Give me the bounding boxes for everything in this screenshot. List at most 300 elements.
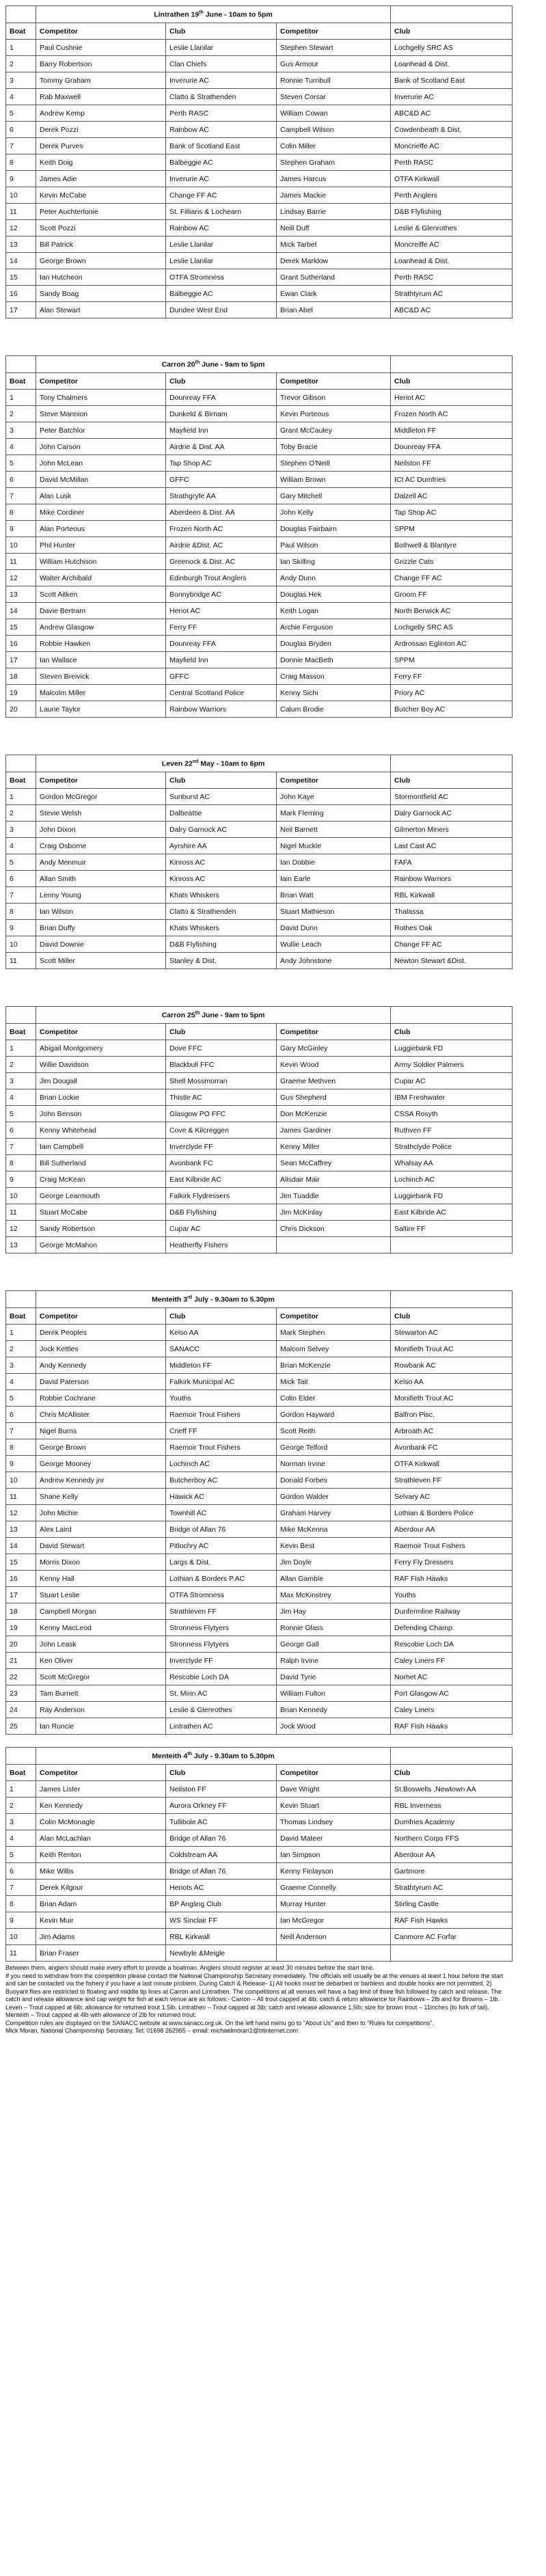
club-2: Youths [391, 1587, 513, 1603]
match-title: Lintrathen 19th June - 10am to 5pm [36, 6, 391, 23]
club-1: D&B Flyfishing [166, 1204, 277, 1221]
competitor-1: Craig Osborne [36, 838, 166, 854]
club-2: Neilston FF [391, 455, 513, 472]
club-2: D&B Flyfishing [391, 204, 513, 220]
club-1: Central Scotland Police [166, 685, 277, 701]
competitor-1: Steven Breivick [36, 668, 166, 685]
col-club: Club [166, 1308, 277, 1325]
competitor-2: Ralph Irvine [277, 1653, 391, 1669]
competitor-1: Barry Robertson [36, 56, 166, 72]
club-2: Luggiebank FD [391, 1040, 513, 1057]
table-row [6, 1587, 513, 1603]
club-2: Loanhead & Dist. [391, 56, 513, 72]
competitor-1: Gordon McGregor [36, 789, 166, 805]
club-2: Norhet AC [391, 1669, 513, 1685]
table-row [6, 537, 513, 554]
table-row [6, 455, 513, 472]
club-2: Whalsay AA [391, 1155, 513, 1171]
competitor-2: Alisdair Mair [277, 1171, 391, 1188]
boat-number: 25 [6, 1718, 36, 1735]
club-2: Bank of Scotland East [391, 72, 513, 89]
club-2: Change FF AC [391, 570, 513, 586]
club-1: Avonbank FC [166, 1155, 277, 1171]
competitor-1: Brian Lockie [36, 1089, 166, 1106]
club-2: Port Glasgow AC [391, 1685, 513, 1702]
club-1: Balbeggie AC [166, 286, 277, 302]
club-1: Middleton FF [166, 1357, 277, 1374]
table-row [6, 1814, 513, 1830]
boat-number: 11 [6, 1204, 36, 1221]
table-row [6, 1896, 513, 1912]
club-1: Khats Whiskers [166, 887, 277, 904]
club-1: Blackbull FFC [166, 1057, 277, 1073]
competitor-1: Abigail Montgomery [36, 1040, 166, 1057]
club-1: Kinross AC [166, 854, 277, 871]
competitor-2: Trevor Gibson [277, 390, 391, 406]
competitor-2: Mike McKenna [277, 1521, 391, 1538]
club-1: Aberdeen & Dist. AA [166, 504, 277, 521]
club-1: Bonnybridge AC [166, 586, 277, 603]
competitor-1: Jim Adams [36, 1929, 166, 1945]
competitor-2: Brian Watt [277, 887, 391, 904]
col-competitor: Competitor [277, 772, 391, 789]
competitor-1: John Leask [36, 1636, 166, 1653]
col-club: Club [391, 23, 513, 40]
club-2: Strathclyde Police [391, 1139, 513, 1155]
club-2: Monifieth Trout AC [391, 1390, 513, 1407]
boat-number: 5 [6, 854, 36, 871]
club-2: Grizzle Cats [391, 554, 513, 570]
club-1: St. Mirin AC [166, 1685, 277, 1702]
competitor-2: Andy Dunn [277, 570, 391, 586]
competitor-1: Stevie Welsh [36, 805, 166, 822]
club-1: Dalbeattie [166, 805, 277, 822]
competitor-1: Kenny Hall [36, 1571, 166, 1587]
competitor-1: Campbell Morgan [36, 1603, 166, 1620]
boat-number: 9 [6, 1912, 36, 1929]
col-competitor: Competitor [277, 1308, 391, 1325]
boat-number: 8 [6, 154, 36, 171]
match-time: 9am to 5pm [225, 360, 265, 369]
competitor-2: Graeme Methven [277, 1073, 391, 1089]
col-club: Club [391, 772, 513, 789]
col-competitor: Competitor [277, 1765, 391, 1781]
club-2: Arbroath AC [391, 1423, 513, 1439]
match-time: 9.30am to 5.30pm [215, 1752, 275, 1761]
day-suffix: th [195, 360, 200, 365]
table-row [6, 668, 513, 685]
competitor-2: Stuart Mathieson [277, 904, 391, 920]
competitor-2: Brian McKenzie [277, 1357, 391, 1374]
club-2: Lochgelly SRC AS [391, 619, 513, 636]
boat-number: 12 [6, 570, 36, 586]
boat-number: 6 [6, 871, 36, 887]
competitor-1: John McLean [36, 455, 166, 472]
competitor-2: Malcom Selvey [277, 1341, 391, 1357]
col-competitor: Competitor [277, 1024, 391, 1040]
competitor-2: Kenny Sichi [277, 685, 391, 701]
table-row [6, 1521, 513, 1538]
competitor-1: Shane Kelly [36, 1489, 166, 1505]
col-club: Club [166, 23, 277, 40]
club-2: Newton Stewart &Dist. [391, 953, 513, 969]
competitor-1: Bill Patrick [36, 236, 166, 253]
competitor-2: Gary Mitchell [277, 488, 391, 504]
club-1: Stronness Flytyers [166, 1620, 277, 1636]
boat-number: 1 [6, 1325, 36, 1341]
competitor-1: David Downie [36, 936, 166, 953]
club-2: Rescobie Loch DA [391, 1636, 513, 1653]
table-row [6, 1538, 513, 1554]
table-row [6, 488, 513, 504]
table-row [6, 1489, 513, 1505]
table-row [6, 122, 513, 138]
competitor-1: Peter Auchterlonie [36, 204, 166, 220]
competitor-2: Kenny Miller [277, 1139, 391, 1155]
col-competitor: Competitor [36, 1024, 166, 1040]
club-2: FAFA [391, 854, 513, 871]
table-row [6, 920, 513, 936]
competitor-2: Kenny Finlayson [277, 1863, 391, 1880]
club-2: Lochgelly SRC AS [391, 40, 513, 56]
boat-number: 1 [6, 1040, 36, 1057]
boat-number: 13 [6, 1521, 36, 1538]
col-competitor: Competitor [36, 373, 166, 390]
club-2: Selvary AC [391, 1489, 513, 1505]
club-1: Strathleven FF [166, 1603, 277, 1620]
competitor-1: Scott Pozzi [36, 220, 166, 236]
match-block [5, 1290, 512, 1735]
club-2: ABC&D AC [391, 302, 513, 318]
club-1: East Kilbride AC [166, 1171, 277, 1188]
club-1: Leslie Llanilar [166, 40, 277, 56]
table-row [6, 1912, 513, 1929]
club-1: Dunkeld & Birnam [166, 406, 277, 422]
club-1: Youths [166, 1390, 277, 1407]
col-competitor: Competitor [277, 373, 391, 390]
table-row [6, 1073, 513, 1089]
club-2: Gilmerton Miners [391, 822, 513, 838]
club-1: Lintrathen AC [166, 1718, 277, 1735]
club-2: North Berwick AC [391, 603, 513, 619]
competitor-2: Iain Earle [277, 871, 391, 887]
table-row [6, 904, 513, 920]
club-2: Rothes Oak [391, 920, 513, 936]
boat-number: 9 [6, 1456, 36, 1472]
club-1: Cupar AC [166, 1221, 277, 1237]
match-month: July [193, 1752, 208, 1761]
boat-number: 1 [6, 40, 36, 56]
competitor-1: Bill Sutherland [36, 1155, 166, 1171]
table-row [6, 1204, 513, 1221]
club-1: OTFA Stromness [166, 269, 277, 286]
competitor-1: Stuart McCabe [36, 1204, 166, 1221]
club-2: RBL Inverness [391, 1798, 513, 1814]
club-1: Lothian & Borders P.AC [166, 1571, 277, 1587]
table-row [6, 56, 513, 72]
competitor-2: Jim McKinlay [277, 1204, 391, 1221]
competitor-1: Jock Kettles [36, 1341, 166, 1357]
column-header-row [6, 772, 513, 789]
note-line: If you need to withdraw from the competition please contact the National Championship Secretary immediately. The officials will usually be at the venues at least 1 hour before the start and can be contacted via the fishery if you have a last minute problem. During Catch & Release- 1) All hooks must be debarbed or barbless and double hooks are not permitted. 2) Buoyant flies are restricted to floating and middle tip lines at Carron and Lintrathen. The competitions at all venues will have a bag limit of three fish followed by catch and release. The catch and release allowance and cap weight for fish at each venue are as follows:- Carron – All trout capped at 4lb; catch & return allowance for Rainbows – 2lb and for Browns – 1lb. Leven – Trout capped at 6lb; allowance for returned trout 1.5lb. Lintrathen – Trout capped at 3lb; catch and release allowance 1.5lb; size for brown trout – 11inches (to fork of tail). Menteith – Trout capped at 4lb with allowance of 2lb for returned trout. [5, 1972, 504, 2018]
table-row [6, 504, 513, 521]
table-row [6, 187, 513, 204]
competitor-2: Gus Armour [277, 56, 391, 72]
table-row [6, 171, 513, 187]
day-suffix: th [195, 1010, 200, 1016]
competitor-1: James Lister [36, 1781, 166, 1798]
competitor-2: Don McKenzie [277, 1106, 391, 1122]
competitor-2: Jim Doyle [277, 1554, 391, 1571]
table-row [6, 1155, 513, 1171]
table-row [6, 1439, 513, 1456]
boat-number: 12 [6, 1221, 36, 1237]
boat-number: 2 [6, 805, 36, 822]
club-1: Heatherfly Fishers [166, 1237, 277, 1253]
club-2: Raemoir Trout Fishers [391, 1538, 513, 1554]
club-2: SPPM [391, 652, 513, 668]
match-header-row [6, 6, 513, 23]
club-1: Airdrie & Dist. AA [166, 439, 277, 455]
competitor-1: Derek Kilgour [36, 1880, 166, 1896]
match-block [5, 1747, 512, 1962]
club-2: Butcher Boy AC [391, 701, 513, 718]
club-2: Stewarton AC [391, 1325, 513, 1341]
competitor-1: Iain Campbell [36, 1139, 166, 1155]
competitor-2: John Kaye [277, 789, 391, 805]
club-1: Falkirk Municipal AC [166, 1374, 277, 1390]
club-1: Neilston FF [166, 1781, 277, 1798]
column-header-row [6, 1765, 513, 1781]
club-2: Aberdour AA [391, 1847, 513, 1863]
boat-number: 5 [6, 455, 36, 472]
boat-number: 15 [6, 269, 36, 286]
club-1: D&B Flyfishing [166, 936, 277, 953]
match-title: Menteith 4th July - 9.30am to 5.30pm [36, 1748, 391, 1765]
competitor-2: Neil Barnett [277, 822, 391, 838]
club-2: Change FF AC [391, 936, 513, 953]
table-row [6, 1505, 513, 1521]
competitor-1: Derek Pozzi [36, 122, 166, 138]
boat-number: 19 [6, 685, 36, 701]
competitor-2: Donald Forbes [277, 1472, 391, 1489]
competitor-1: Jim Dougall [36, 1073, 166, 1089]
note-line: Competition rules are displayed on the SANACC website at www.sanacc.org.uk. On the left hand menu go to "About Us" and then to "Rules for competitions". [5, 2019, 435, 2026]
competitor-1: Scott Aitken [36, 586, 166, 603]
club-2: Cowdenbeath & Dist. [391, 122, 513, 138]
club-1: Khats Whiskers [166, 920, 277, 936]
day-suffix: th [199, 10, 204, 15]
club-1: Tap Shop AC [166, 455, 277, 472]
club-1: St. Fillians & Lochearn [166, 204, 277, 220]
boat-number: 10 [6, 187, 36, 204]
table-row [6, 1188, 513, 1204]
competitor-2: Jim Hay [277, 1603, 391, 1620]
match-day: 4 [183, 1752, 188, 1761]
boat-number: 17 [6, 1587, 36, 1603]
club-1: Frozen North AC [166, 521, 277, 537]
competitor-2: Ronnie Turnbull [277, 72, 391, 89]
boat-number: 8 [6, 1439, 36, 1456]
competitor-1: Walter Archibald [36, 570, 166, 586]
club-1: Lochinch AC [166, 1456, 277, 1472]
competitor-1: Chris McAllister [36, 1407, 166, 1423]
competitor-2: James Gardiner [277, 1122, 391, 1139]
club-1: Kelso AA [166, 1325, 277, 1341]
competitor-2: Lindsay Barrie [277, 204, 391, 220]
club-2: Bothwell & Blantyre [391, 537, 513, 554]
club-2: East Kilbride AC [391, 1204, 513, 1221]
competitor-1: Alan Porteous [36, 521, 166, 537]
competitor-1: Ian Wallace [36, 652, 166, 668]
club-2: RAF Fish Hawks [391, 1571, 513, 1587]
competitor-1: Mike Willis [36, 1863, 166, 1880]
boat-number: 16 [6, 286, 36, 302]
competitor-1: Allan Smith [36, 871, 166, 887]
boat-number: 3 [6, 1357, 36, 1374]
boat-number: 17 [6, 302, 36, 318]
club-2: Caley Liners [391, 1702, 513, 1718]
table-row [6, 1669, 513, 1685]
competitor-2: Douglas Bryden [277, 636, 391, 652]
club-1: GFFC [166, 668, 277, 685]
club-2: Leslie & Glenrothes [391, 220, 513, 236]
competitor-1: Brian Adam [36, 1896, 166, 1912]
boat-number: 8 [6, 904, 36, 920]
boat-number: 20 [6, 701, 36, 718]
competitor-2: David Mateer [277, 1830, 391, 1847]
competitor-1: Alan McLachlan [36, 1830, 166, 1847]
boat-number: 19 [6, 1620, 36, 1636]
club-2: Last Cast AC [391, 838, 513, 854]
club-2: OTFA Kirkwall [391, 1456, 513, 1472]
club-1: Pitlochry AC [166, 1538, 277, 1554]
club-1: WS Sinclair FF [166, 1912, 277, 1929]
competitor-2: Grant Sutherland [277, 269, 391, 286]
club-2: Moncrieffe AC [391, 138, 513, 154]
draw-table [5, 1747, 513, 1962]
col-competitor: Competitor [36, 1308, 166, 1325]
table-row [6, 1798, 513, 1814]
club-1: Ferry FF [166, 619, 277, 636]
competitor-2: Neill Anderson [277, 1929, 391, 1945]
competitor-1: Kenny MacLeod [36, 1620, 166, 1636]
competitor-1: Stuart Leslie [36, 1587, 166, 1603]
table-row [6, 1374, 513, 1390]
club-1: Clatto & Strathenden [166, 904, 277, 920]
boat-number: 5 [6, 105, 36, 122]
table-row [6, 1407, 513, 1423]
table-row [6, 1653, 513, 1669]
boat-number: 12 [6, 220, 36, 236]
club-2: Middleton FF [391, 422, 513, 439]
table-row [6, 936, 513, 953]
match-month: May [200, 759, 215, 768]
competitor-2: Graham Harvey [277, 1505, 391, 1521]
competitor-1: Laurie Taylor [36, 701, 166, 718]
boat-number: 5 [6, 1106, 36, 1122]
col-club: Club [166, 772, 277, 789]
table-row [6, 953, 513, 969]
club-1: Inverclyde FF [166, 1139, 277, 1155]
match-time: 9am to 5pm [225, 1011, 265, 1020]
match-header-row [6, 755, 513, 772]
draw-table [5, 1006, 513, 1253]
table-row [6, 887, 513, 904]
club-2: Northern Corps FFS [391, 1830, 513, 1847]
boat-number: 12 [6, 1505, 36, 1521]
competitor-2: Ian McGregor [277, 1912, 391, 1929]
club-1: Ayrshire AA [166, 838, 277, 854]
club-2: Balfron Pisc. [391, 1407, 513, 1423]
table-row [6, 422, 513, 439]
boat-number: 4 [6, 1089, 36, 1106]
boat-number: 9 [6, 1171, 36, 1188]
col-club: Club [166, 1024, 277, 1040]
table-row [6, 1718, 513, 1735]
club-1: Inverurie AC [166, 72, 277, 89]
club-2: Ardrossan Eglinton AC [391, 636, 513, 652]
col-boat: Boat [6, 772, 36, 789]
competitor-2: Jim Tuaddle [277, 1188, 391, 1204]
competitor-1: Ian Runcie [36, 1718, 166, 1735]
table-row [6, 154, 513, 171]
page [5, 0, 512, 2035]
match-month: June [202, 1011, 219, 1020]
match-time: 9.30am to 5.30pm [215, 1295, 275, 1304]
boat-number: 6 [6, 1863, 36, 1880]
club-2: Dunfermline Railway [391, 1603, 513, 1620]
club-1: Newbyle &Meigle [166, 1945, 277, 1962]
match-header-row [6, 356, 513, 373]
club-1: Rainbow AC [166, 220, 277, 236]
club-1: Inverurie AC [166, 171, 277, 187]
match-title: Carron 25th June - 9am to 5pm [36, 1007, 391, 1024]
competitor-2: Mark Fleming [277, 805, 391, 822]
match-block [5, 5, 512, 318]
boat-number: 11 [6, 953, 36, 969]
club-2: OTFA Kirkwall [391, 171, 513, 187]
boat-number: 2 [6, 1341, 36, 1357]
club-1: Mayfield Inn [166, 652, 277, 668]
column-header-row [6, 373, 513, 390]
boat-number: 5 [6, 1390, 36, 1407]
boat-number: 1 [6, 390, 36, 406]
boat-number: 3 [6, 1814, 36, 1830]
match-day: 22 [185, 759, 193, 768]
boat-number: 11 [6, 1489, 36, 1505]
competitor-1: David Paterson [36, 1374, 166, 1390]
club-2: ABC&D AC [391, 105, 513, 122]
club-1: Rainbow Warriors [166, 701, 277, 718]
match-time: 10am to 5pm [228, 10, 273, 19]
competitor-1: Kevin Muir [36, 1912, 166, 1929]
club-1: SANACC [166, 1341, 277, 1357]
match-month: June [205, 10, 223, 19]
club-1: Bridge of Allan 76 [166, 1830, 277, 1847]
club-1: Mayfield Inn [166, 422, 277, 439]
club-2: Strathleven FF [391, 1472, 513, 1489]
club-1: Dalry Garnock AC [166, 822, 277, 838]
competitor-2: Calum Brodie [277, 701, 391, 718]
competitor-1: George McMahon [36, 1237, 166, 1253]
col-boat: Boat [6, 373, 36, 390]
club-1: OTFA Stromness [166, 1587, 277, 1603]
table-row [6, 1341, 513, 1357]
club-1: Bank of Scotland East [166, 138, 277, 154]
competitor-2: Archie Ferguson [277, 619, 391, 636]
club-1: BP Angling Club [166, 1896, 277, 1912]
